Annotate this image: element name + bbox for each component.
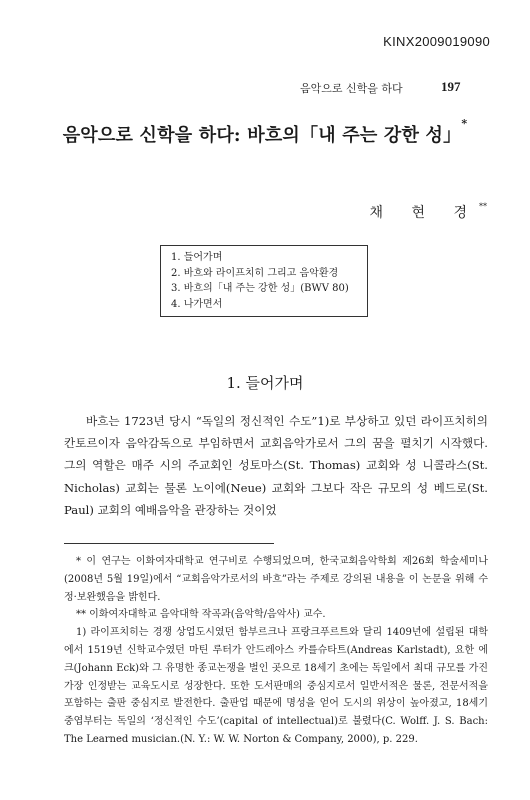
paper-title-text: 음악으로 신학을 하다: 바흐의「내 주는 강한 성」 [62, 125, 462, 146]
body-paragraph: 바흐는 1723년 당시 “독일의 정신적인 수도”1)로 부상하고 있던 라이프치히의 칸토르이자 음악감독으로 부임하면서 교회음악가로서 그의 꿈을 펼치기 시작했다. 그의 역할은 매주 시의 주교회인 성토마스(St. Thomas) 교회와 성 니콜라스(St. Nicholas) 교회는 물론 노이에(Neue) 교회와 그보다 작은 규모의 성 베드로(St. Paul) 교회의 예배음악을 관장하는 것이었 [64, 414, 488, 517]
title-footnote-marker: * [461, 117, 468, 130]
body-text [64, 410, 488, 521]
footnotes [64, 553, 488, 749]
footnote-divider [64, 543, 274, 544]
author-footnote-marker: ** [479, 202, 487, 211]
footnote: * 이 연구는 이화여자대학교 연구비로 수행되었으며, 한국교회음악학회 제26회 학술세미나(2008년 5월 19일)에서 “교회음악가로서의 바흐”라는 주제로 강의된 내용을 이 논문을 위해 수정·보완했음을 밝힌다. [64, 556, 488, 603]
toc-item: 1. 들어가며 [171, 252, 223, 263]
section-heading: 1. 들어가며 [226, 374, 304, 392]
table-of-contents [160, 245, 368, 317]
running-title: 음악으로 신학을 하다 [300, 82, 403, 95]
page-number: 197 [441, 79, 461, 94]
paper-title [0, 117, 530, 147]
toc-item: 2. 바흐와 라이프치히 그리고 음악환경 [171, 267, 339, 279]
author-name: 채 현 경 [369, 205, 479, 221]
footnote: 1) 라이프치히는 경쟁 상업도시였던 함부르크나 프랑크푸르트와 달리 1409년에 설립된 대학에서 1519년 신학교수였던 마틴 루터가 안드레아스 카를슈타트(Andreas Karlstadt), 요한 에크(Johann Eck)와 그 유명한 종교논쟁을 벌인 곳으로 18세기 초에는 독일에서 최대 규모를 가진 가장 인정받는 교육도시로 성장한다. 또한 도서판매의 중심지로서 일반서적은 물론, 전문서적을 포함하는 출판 중심지로 발전한다. 출판업 때문에 명성을 얻어 도시의 위상이 높아졌고, 18세기 중엽부터는 독일의 ‘정신적인 수도’(capital of intellectual)로 불렸다(C. Wolff. J. S. Bach: The Learned musician.(N. Y.: W. W. Norton & Company, 2000), p. 229. [64, 627, 488, 745]
toc-item: 3. 바흐의「내 주는 강한 성」(BWV 80) [171, 283, 349, 294]
document-id: KINX2009019090 [383, 34, 490, 49]
author [322, 202, 487, 222]
footnote: ** 이화여자대학교 음악대학 작곡과(음악학/음악사) 교수. [76, 609, 326, 621]
toc-item: 4. 나가면서 [171, 298, 223, 310]
